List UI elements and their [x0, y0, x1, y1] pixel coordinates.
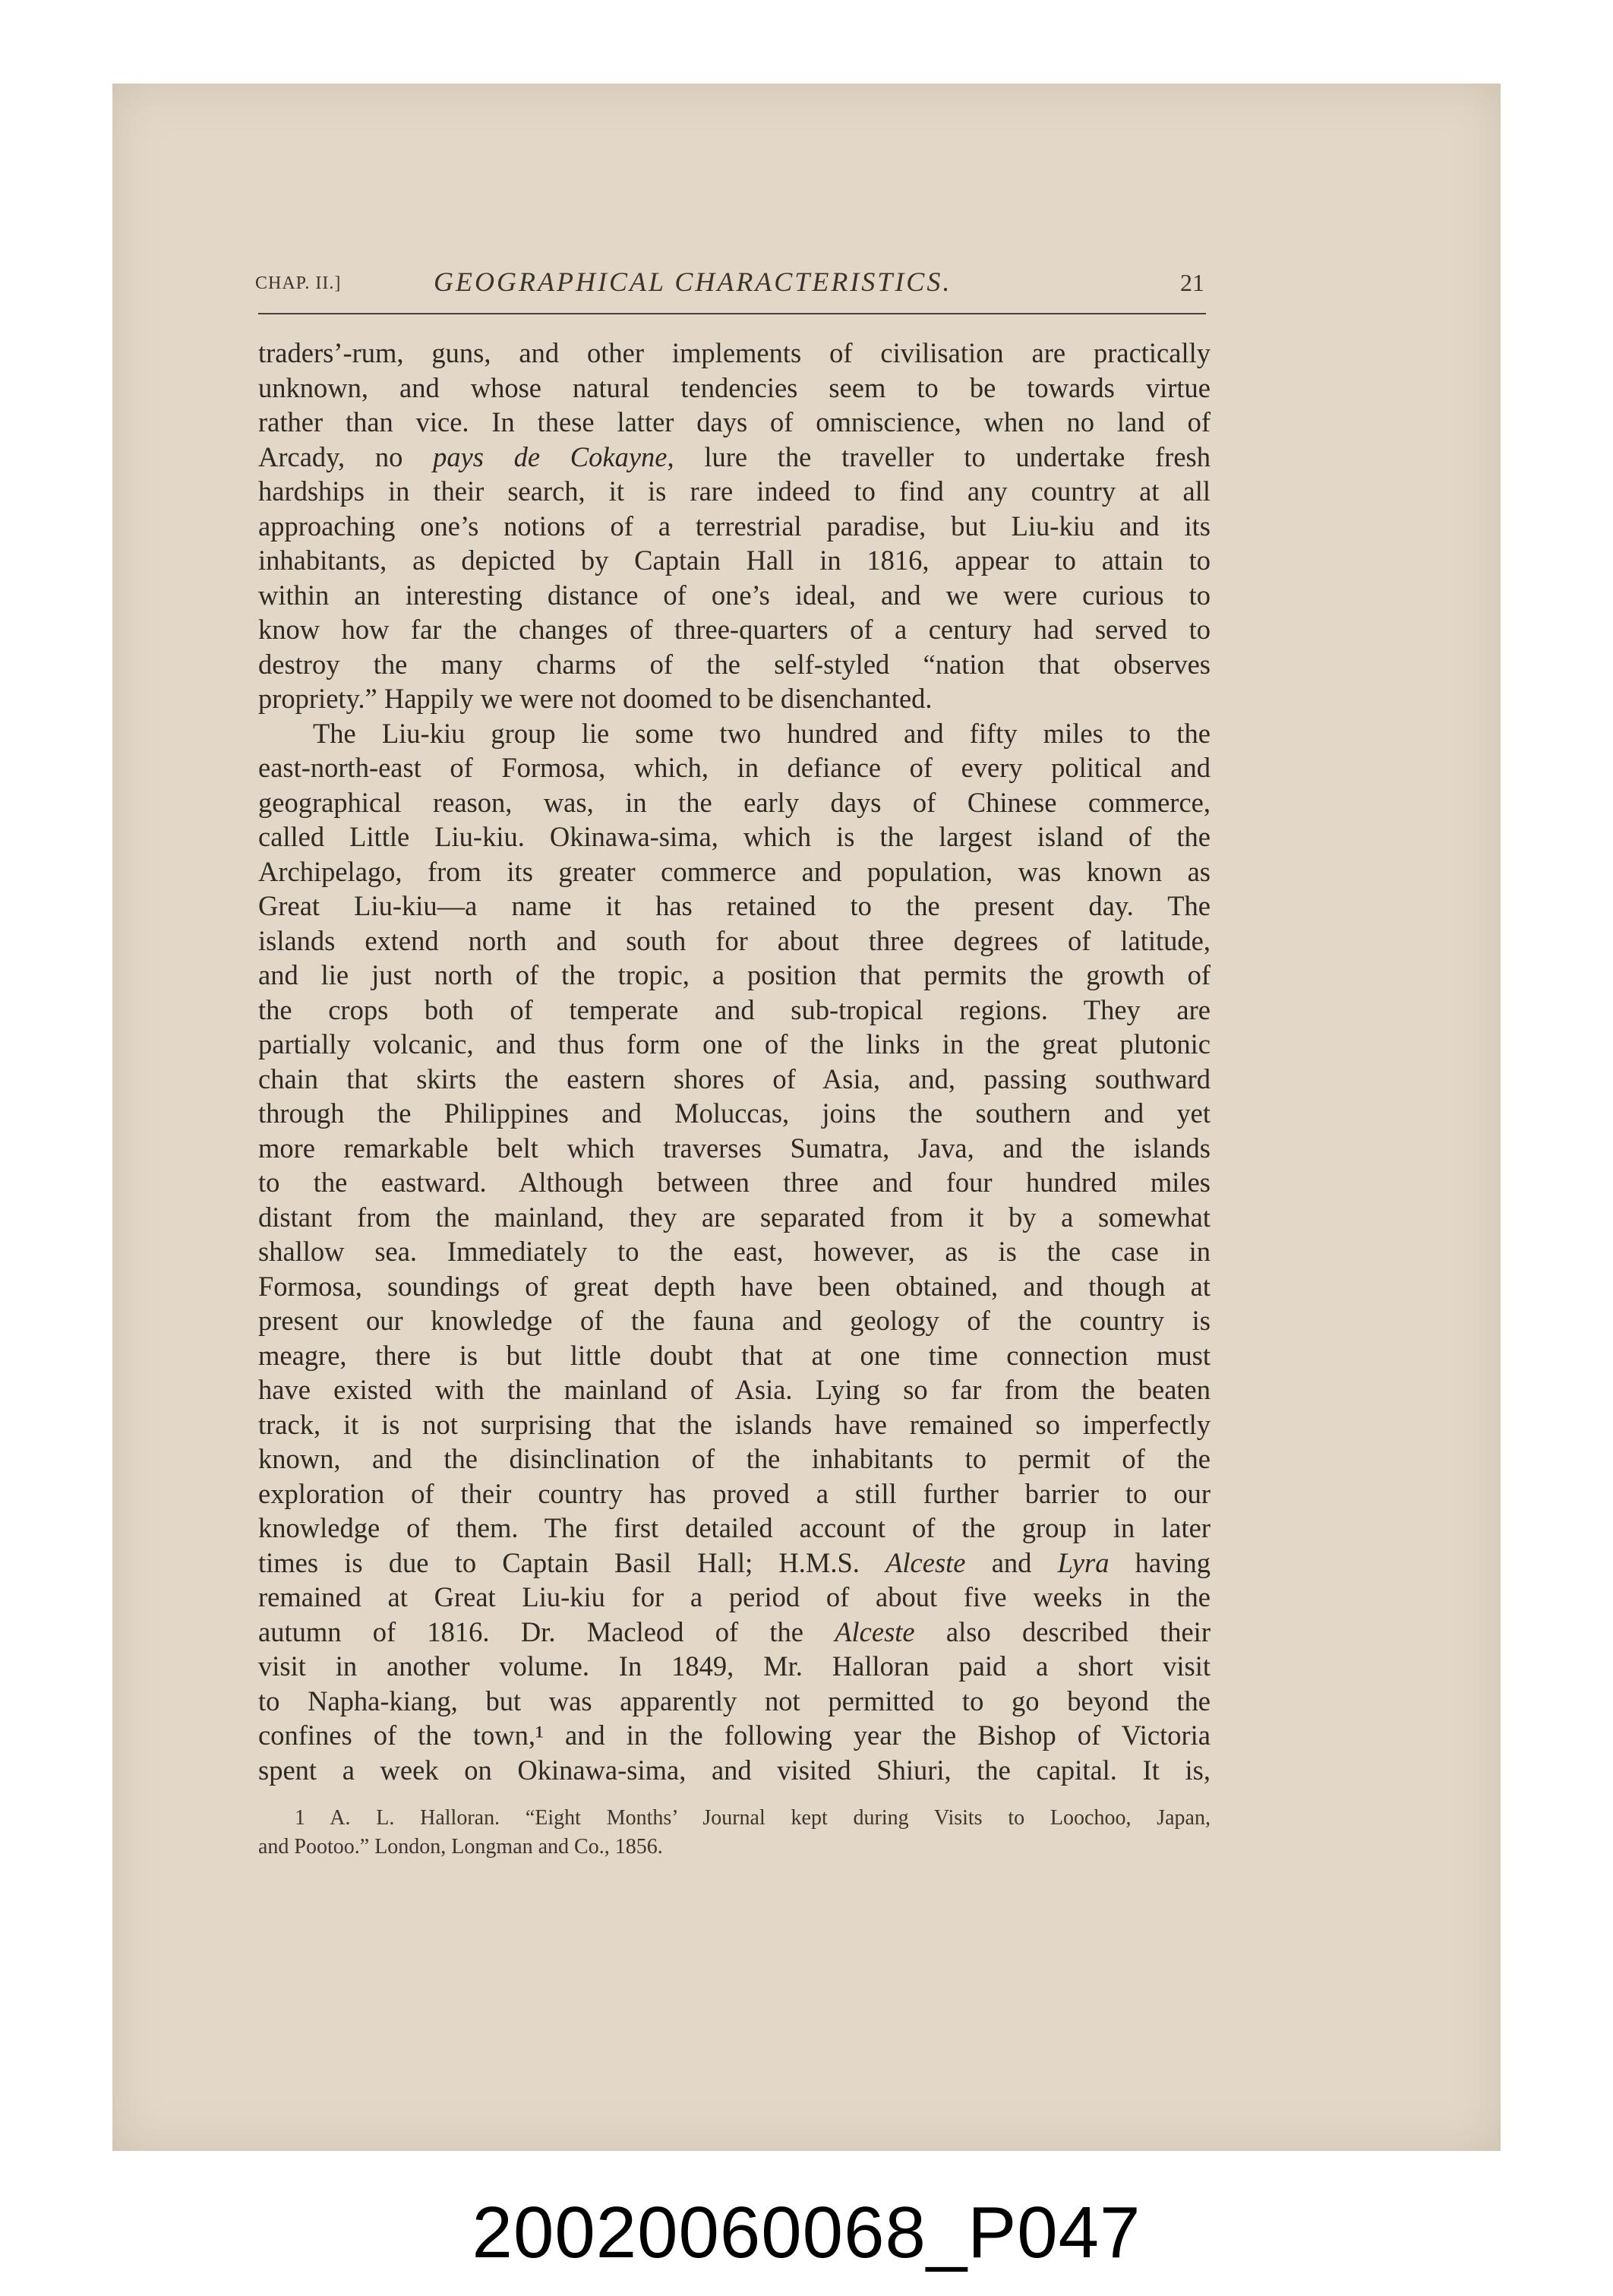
text-line: spent a week on Okinawa-sima, and visited Shiuri, the capital. It is, — [258, 1754, 1211, 1786]
text-line: traders’-rum, guns, and other implements of civilisation are practically — [258, 337, 1211, 368]
text-line: shallow sea. Immediately to the east, however, as is the case in — [258, 1236, 1211, 1267]
text-line: inhabitants, as depicted by Captain Hall in 1816, appear to attain to — [258, 545, 1211, 576]
archive-id-caption: 20020060068_P047 — [472, 2192, 1141, 2273]
text-line: Great Liu-kiu—a name it has retained to the present day. The — [258, 890, 1211, 921]
body-text — [258, 336, 1211, 1787]
text-line: geographical reason, was, in the early days of Chinese commerce, — [258, 786, 1211, 818]
running-head — [255, 266, 1204, 296]
footnote-line: 1 A. L. Halloran. “Eight Months’ Journal kept during Visits to Loochoo, Japan, — [295, 1806, 1211, 1830]
text-line: Archipelago, from its greater commerce and population, was known as — [258, 855, 1211, 887]
text-line: and lie just north of the tropic, a position that permits the growth of — [258, 959, 1211, 990]
text-line: chain that skirts the eastern shores of Asia, and, passing southward — [258, 1063, 1211, 1094]
text-line: unknown, and whose natural tendencies seem to be towards virtue — [258, 371, 1211, 403]
text-line: times is due to Captain Basil Hall; H.M.S. Alceste and Lyra having — [258, 1546, 1211, 1578]
text-line: Arcady, no pays de Cokayne, lure the traveller to undertake fresh — [258, 441, 1211, 472]
text-line: have existed with the mainland of Asia. Lying so far from the beaten — [258, 1374, 1211, 1405]
page-number: 21 — [1180, 269, 1204, 296]
footnote-line: and Pootoo.” London, Longman and Co., 1856. — [258, 1835, 663, 1859]
text-line: distant from the mainland, they are separated from it by a somewhat — [258, 1201, 1211, 1233]
text-line: confines of the town,¹ and in the following year the Bishop of Victoria — [258, 1720, 1211, 1751]
chapter-label: CHAP. II.] — [255, 273, 342, 293]
text-line: knowledge of them. The first detailed account of the group in later — [258, 1512, 1211, 1543]
text-line: rather than vice. In these latter days of omniscience, when no land of — [258, 406, 1211, 437]
text-line: islands extend north and south for about three degrees of latitude, — [258, 924, 1211, 956]
text-line: meagre, there is but little doubt that at one time connection must — [258, 1339, 1211, 1371]
header-rule — [258, 313, 1206, 314]
text-line: through the Philippines and Moluccas, joins the southern and yet — [258, 1097, 1211, 1129]
text-line: The Liu-kiu group lie some two hundred and fifty miles to the — [313, 717, 1211, 749]
text-line: visit in another volume. In 1849, Mr. Halloran paid a short visit — [258, 1650, 1211, 1682]
text-line: partially volcanic, and thus form one of the links in the great plutonic — [258, 1028, 1211, 1060]
text-line: autumn of 1816. Dr. Macleod of the Alceste also described their — [258, 1615, 1211, 1647]
text-line: within an interesting distance of one’s ideal, and we were curious to — [258, 579, 1211, 611]
footnote — [258, 1804, 1211, 1862]
text-line: the crops both of temperate and sub-tropical regions. They are — [258, 993, 1211, 1025]
text-line: present our knowledge of the fauna and geology of the country is — [258, 1305, 1211, 1336]
text-line: to Napha-kiang, but was apparently not permitted to go beyond the — [258, 1685, 1211, 1716]
text-line: to the eastward. Although between three and four hundred miles — [258, 1167, 1211, 1198]
text-line: hardships in their search, it is rare indeed to find any country at all — [258, 475, 1211, 507]
text-line: destroy the many charms of the self-styled “nation that observes — [258, 648, 1211, 680]
text-line: called Little Liu-kiu. Okinawa-sima, which is the largest island of the — [258, 821, 1211, 852]
text-line: exploration of their country has proved a still further barrier to our — [258, 1477, 1211, 1509]
text-line: Formosa, soundings of great depth have been obtained, and though at — [258, 1270, 1211, 1302]
text-line: know how far the changes of three-quarters of a century had served to — [258, 614, 1211, 645]
text-line: track, it is not surprising that the islands have remained so imperfectly — [258, 1408, 1211, 1440]
text-line: approaching one’s notions of a terrestrial paradise, but Liu-kiu and its — [258, 510, 1211, 542]
text-line: remained at Great Liu-kiu for a period of about five weeks in the — [258, 1581, 1211, 1612]
text-line: east-north-east of Formosa, which, in defiance of every political and — [258, 752, 1211, 783]
running-title: GEOGRAPHICAL CHARACTERISTICS. — [434, 267, 952, 297]
text-line: propriety.” Happily we were not doomed to be disenchanted. — [258, 683, 933, 714]
text-line: more remarkable belt which traverses Sumatra, Java, and the islands — [258, 1132, 1211, 1164]
text-line: known, and the disinclination of the inhabitants to permit of the — [258, 1443, 1211, 1474]
